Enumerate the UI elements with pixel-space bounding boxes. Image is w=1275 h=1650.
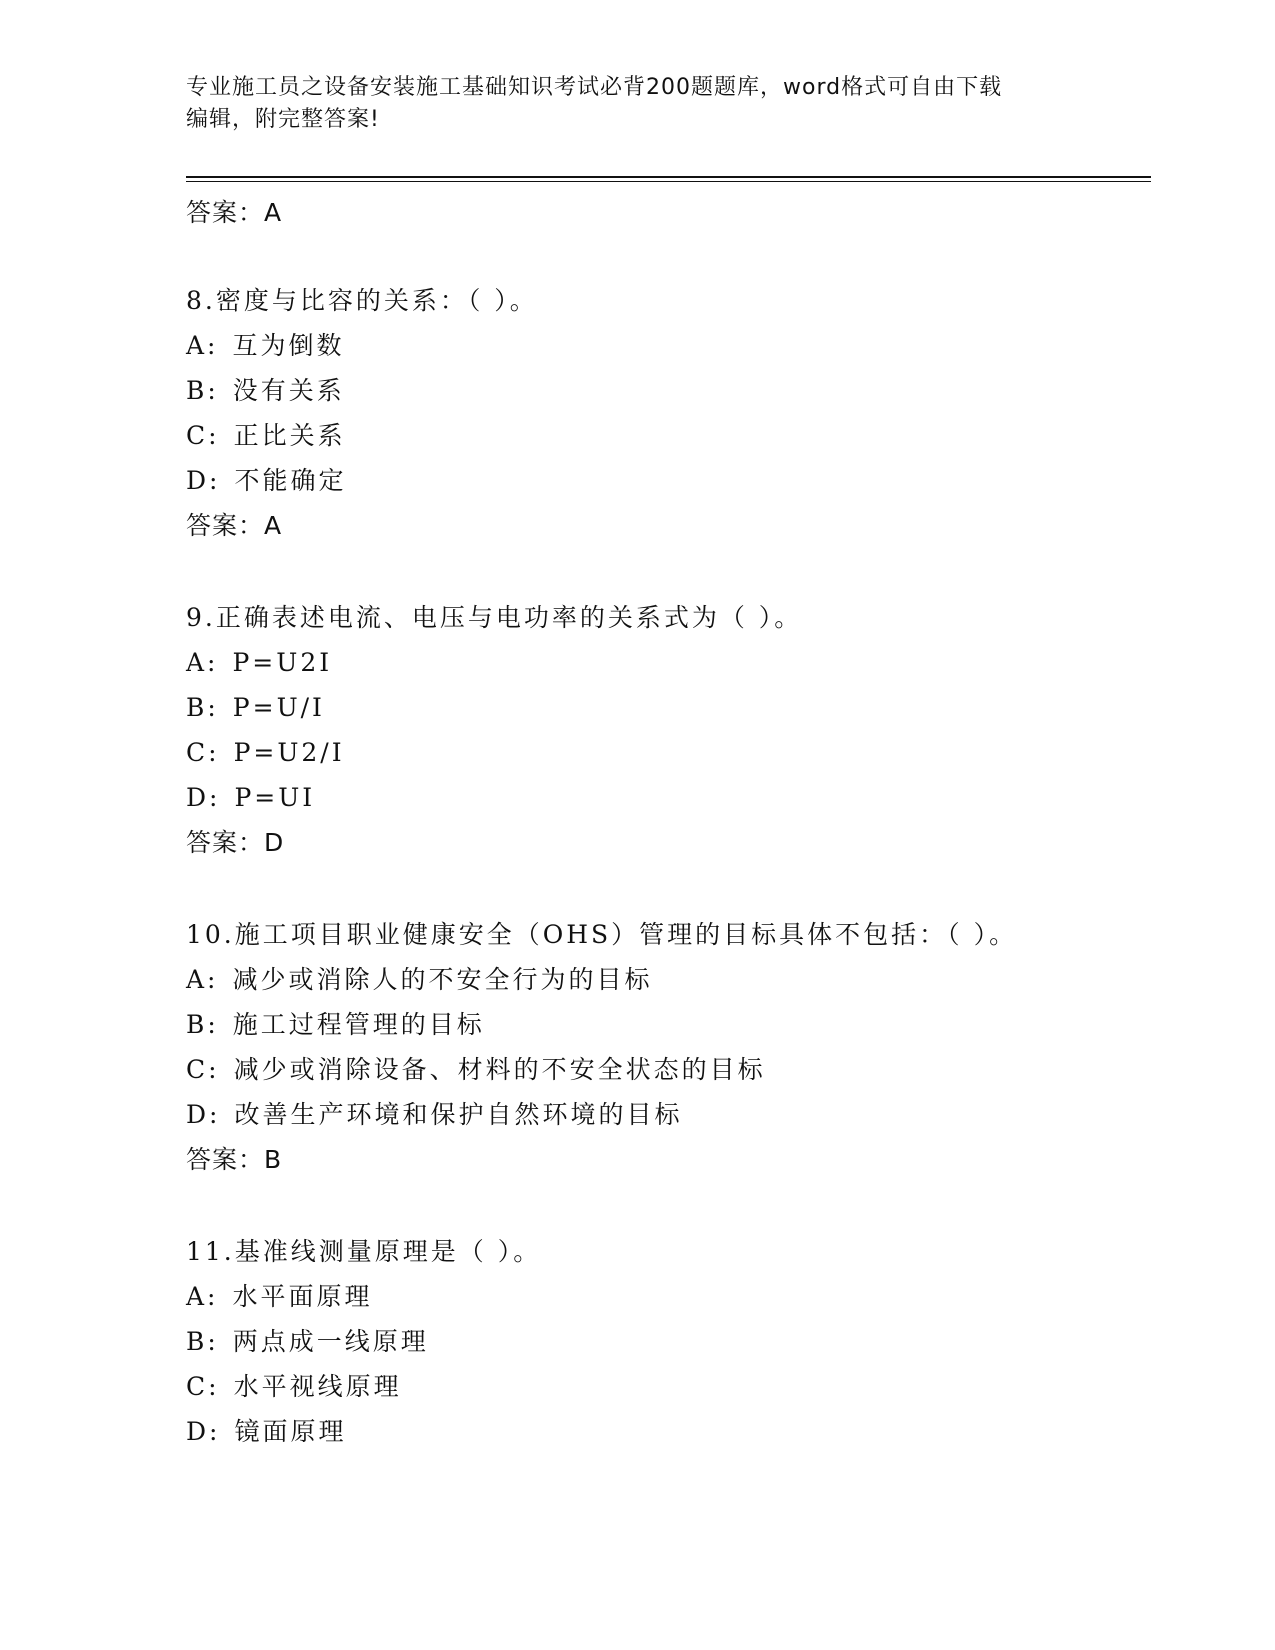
option-b [186, 1319, 1151, 1364]
option-d [186, 458, 1151, 503]
option-c [186, 1047, 1151, 1092]
header-line-2: 编辑，附完整答案! [186, 107, 380, 132]
question-list [186, 190, 1151, 1454]
option-text: 镜面原理 [234, 1417, 347, 1446]
answer-line: 答案：A [186, 511, 283, 540]
option-text: 没有关系 [232, 376, 345, 405]
answer-line: 答案：B [186, 1145, 283, 1174]
question-block [186, 278, 1151, 548]
option-text: 水平视线原理 [233, 1372, 402, 1401]
option-d [186, 775, 1151, 820]
option-text: P=U2/I [233, 738, 345, 767]
option-c [186, 1364, 1151, 1409]
answer-line: 答案：D [186, 828, 285, 857]
option-letter: D: [186, 783, 221, 812]
option-b [186, 368, 1151, 413]
option-text: 减少或消除设备、材料的不安全状态的目标 [233, 1055, 766, 1084]
option-text: 改善生产环境和保护自然环境的目标 [234, 1100, 683, 1129]
option-c [186, 730, 1151, 775]
option-letter: D: [186, 1100, 221, 1129]
option-a [186, 640, 1151, 685]
option-text: 两点成一线原理 [232, 1327, 429, 1356]
header-rule-thin [186, 181, 1151, 182]
option-letter: B: [186, 1010, 219, 1039]
question-stem: 11.基准线测量原理是（ ）。 [186, 1237, 542, 1266]
option-letter: D: [186, 1417, 221, 1446]
option-text: 减少或消除人的不安全行为的目标 [232, 965, 653, 994]
option-letter: C: [186, 1372, 220, 1401]
option-c [186, 413, 1151, 458]
option-letter: C: [186, 421, 220, 450]
option-d [186, 1409, 1151, 1454]
option-letter: D: [186, 466, 221, 495]
document-header [186, 72, 1086, 136]
option-text: P=U/I [232, 693, 325, 722]
question-block [186, 595, 1151, 865]
option-b [186, 1002, 1151, 1047]
option-letter: B: [186, 693, 219, 722]
header-rule-thick [186, 176, 1151, 178]
option-text: 互为倒数 [232, 331, 345, 360]
option-a [186, 1274, 1151, 1319]
option-letter: A: [186, 331, 219, 360]
option-letter: C: [186, 1055, 220, 1084]
question-stem: 8.密度与比容的关系：（ ）。 [186, 286, 538, 315]
option-letter: B: [186, 1327, 219, 1356]
option-text: P=UI [234, 783, 316, 812]
question-stem: 9.正确表述电流、电压与电功率的关系式为（ ）。 [186, 603, 803, 632]
option-d [186, 1092, 1151, 1137]
option-letter: B: [186, 376, 219, 405]
option-letter: C: [186, 738, 220, 767]
question-block [186, 1229, 1151, 1454]
answer-line: 答案：A [186, 198, 283, 227]
option-a [186, 323, 1151, 368]
option-b [186, 685, 1151, 730]
option-text: 正比关系 [233, 421, 346, 450]
option-text: 施工过程管理的目标 [232, 1010, 485, 1039]
option-text: P=U2I [232, 648, 333, 677]
header-line-1: 专业施工员之设备安装施工基础知识考试必背200题题库，word格式可自由下载 [186, 75, 1003, 100]
option-letter: A: [186, 965, 219, 994]
option-letter: A: [186, 1282, 219, 1311]
option-a [186, 957, 1151, 1002]
option-text: 水平面原理 [232, 1282, 373, 1311]
option-letter: A: [186, 648, 219, 677]
question-stem: 10.施工项目职业健康安全（OHS）管理的目标具体不包括：（ ）。 [186, 920, 1018, 949]
option-text: 不能确定 [234, 466, 347, 495]
question-block [186, 912, 1151, 1182]
